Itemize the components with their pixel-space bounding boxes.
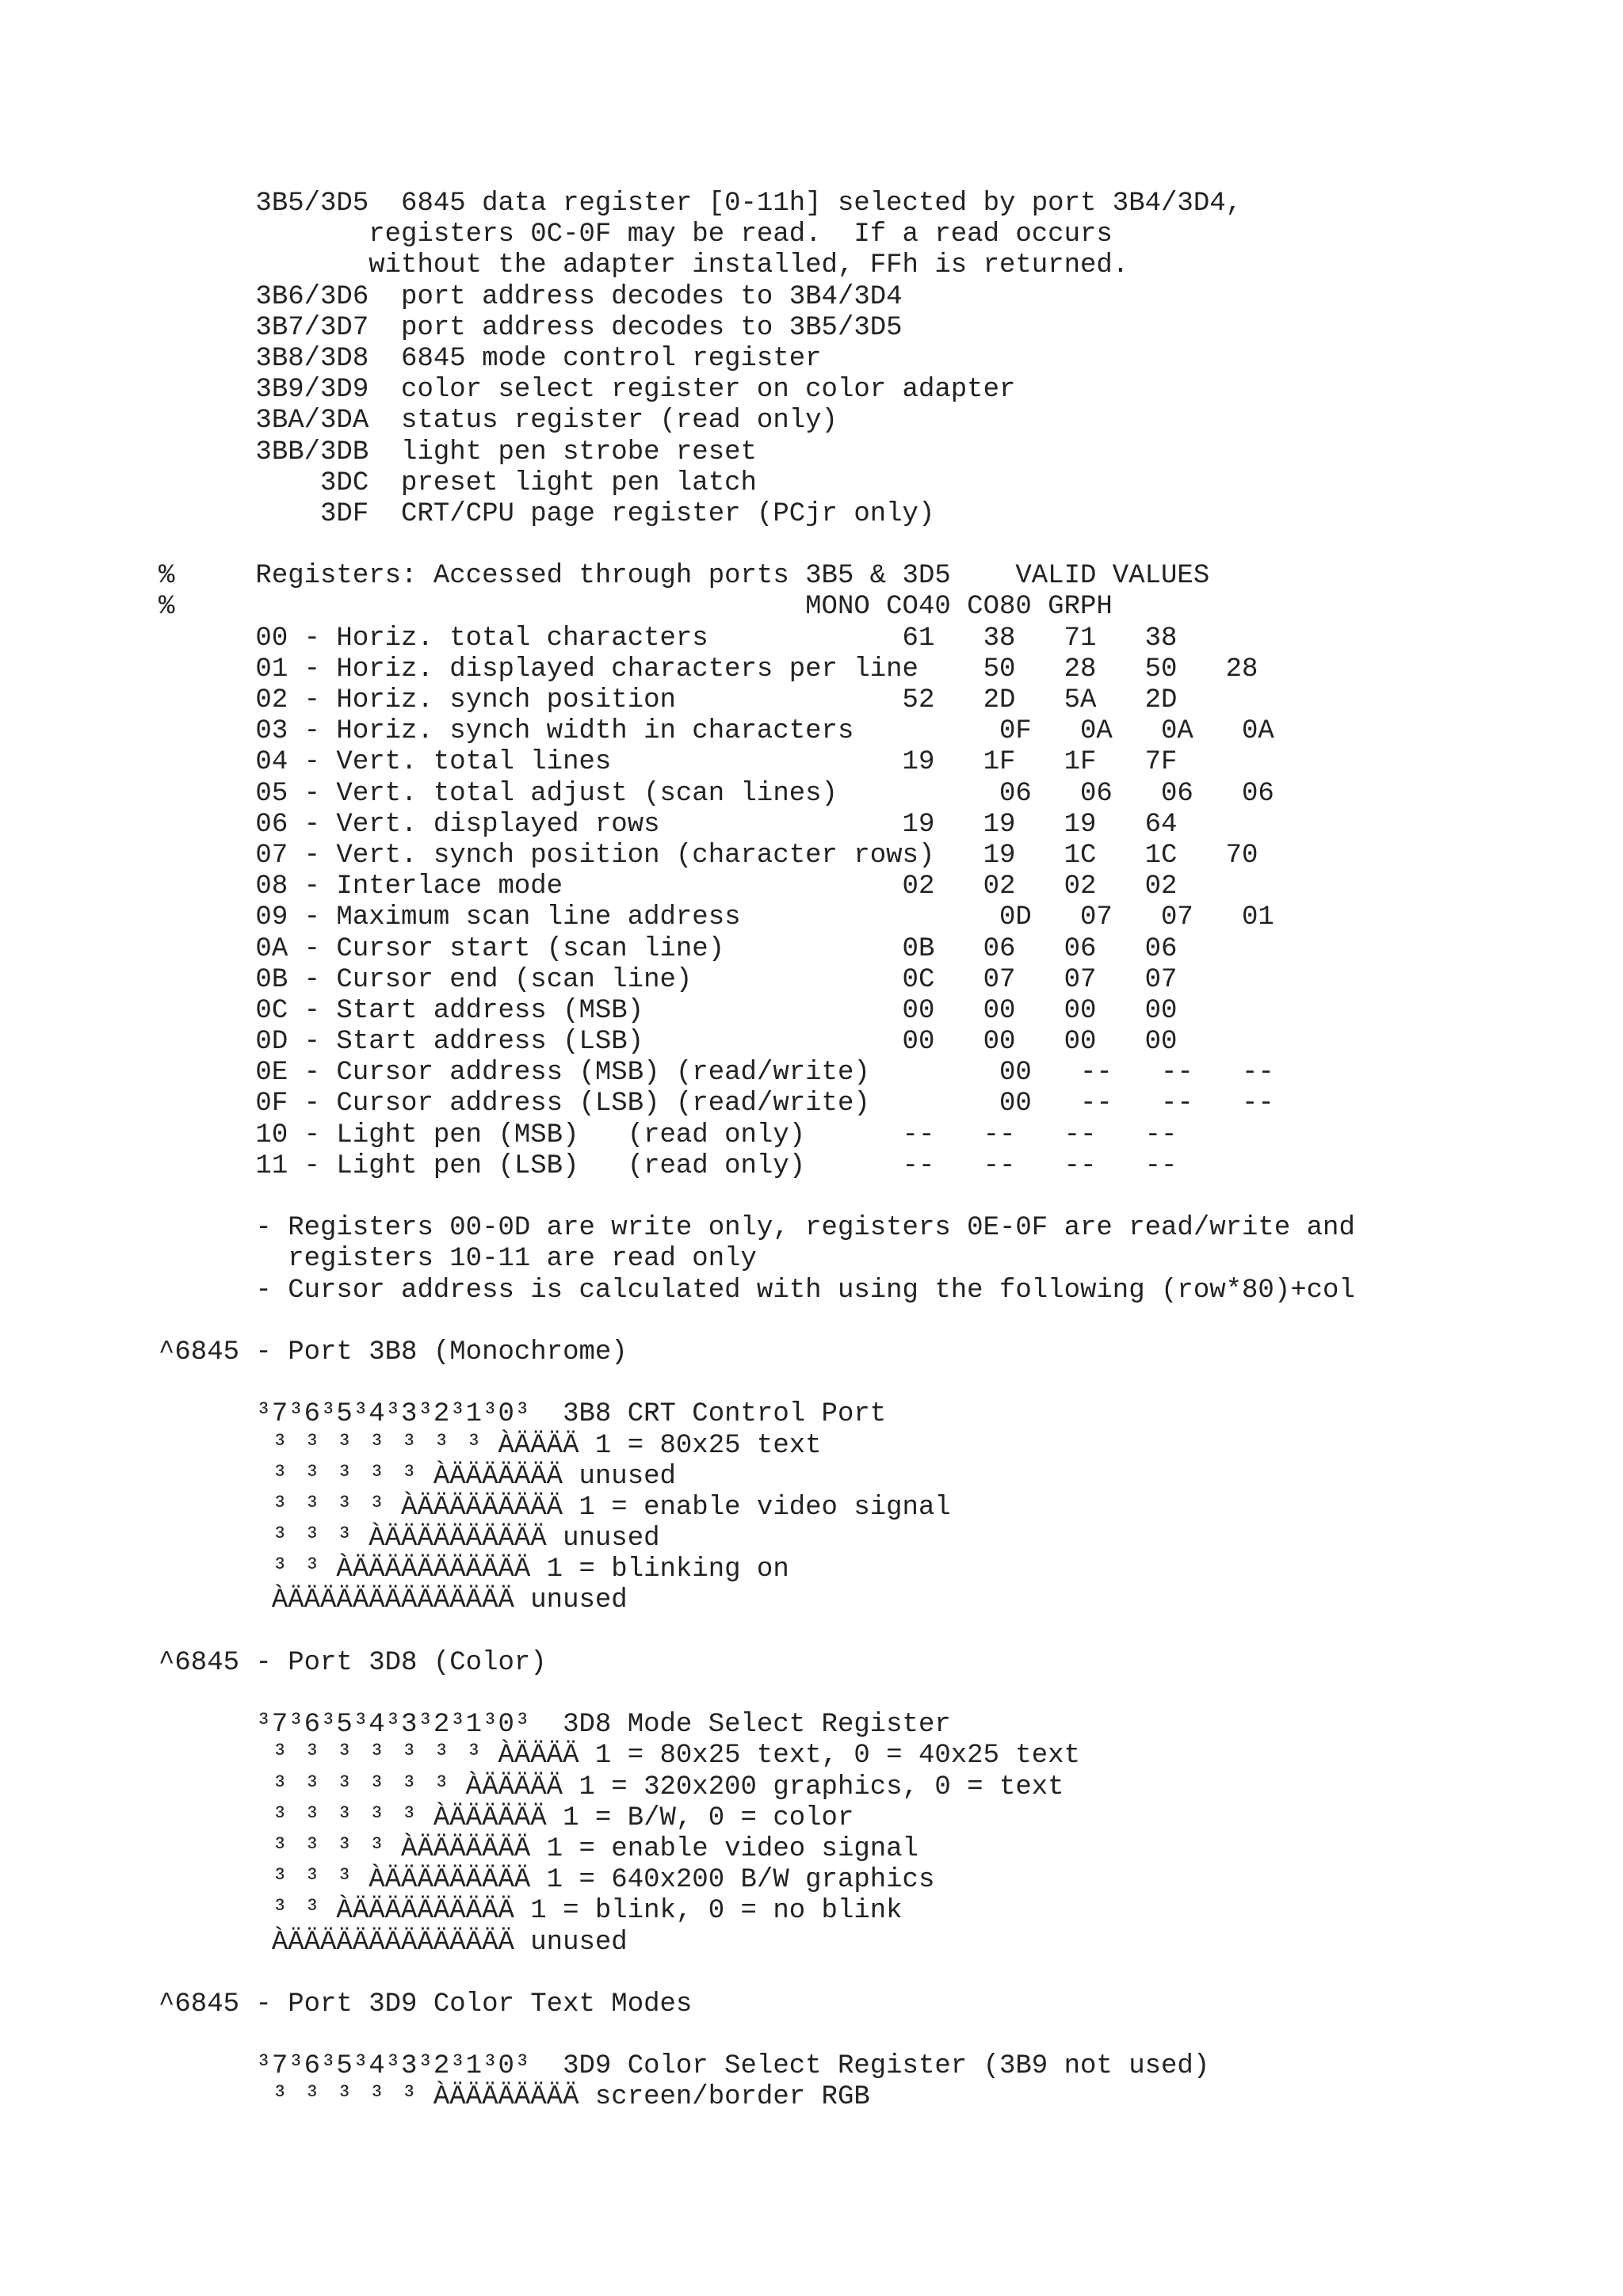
text-line bbox=[158, 1306, 1355, 1337]
text-line: ³7³6³5³4³3³2³1³0³ 3B8 CRT Control Port bbox=[158, 1399, 887, 1430]
text-line: 3B8/3D8 6845 mode control register bbox=[158, 343, 822, 374]
text-line: 05 - Vert. total adjust (scan lines) 06 06 06 06 bbox=[158, 778, 1274, 809]
text-line: ³ ³ ³ ³ ³ ÀÄÄÄÄÄÄÄÄ screen/border RGB bbox=[158, 2082, 870, 2113]
text-line: % Registers: Accessed through ports 3B5 & 3D5 VALID VALUES bbox=[158, 561, 1210, 592]
document-text bbox=[158, 189, 1355, 2114]
text-line bbox=[158, 1679, 1355, 1710]
text-line: 07 - Vert. synch position (character rows) 19 1C 1C 70 bbox=[158, 840, 1258, 871]
text-line: ³ ³ ³ ³ ÀÄÄÄÄÄÄÄ 1 = enable video signal bbox=[158, 1833, 918, 1864]
text-line: ÀÄÄÄÄÄÄÄÄÄÄÄÄÄÄ unused bbox=[158, 1585, 628, 1616]
text-line: 0A - Cursor start (scan line) 0B 06 06 06 bbox=[158, 933, 1178, 964]
text-line: 3B5/3D5 6845 data register [0-11h] selected by port 3B4/3D4, bbox=[158, 189, 1243, 219]
text-line: 0F - Cursor address (LSB) (read/write) 00 -- -- -- bbox=[158, 1089, 1274, 1119]
text-line: ³ ³ ÀÄÄÄÄÄÄÄÄÄÄ 1 = blink, 0 = no blink bbox=[158, 1896, 903, 1927]
text-line: 0E - Cursor address (MSB) (read/write) 00 -- -- -- bbox=[158, 1058, 1274, 1089]
text-line: ³ ³ ³ ÀÄÄÄÄÄÄÄÄÄ 1 = 640x200 B/W graphics bbox=[158, 1865, 935, 1896]
text-line: ^6845 - Port 3D9 Color Text Modes bbox=[158, 1989, 693, 2019]
text-line: ³ ³ ³ ³ ³ ³ ÀÄÄÄÄÄ 1 = 320x200 graphics, 0 = text bbox=[158, 1772, 1064, 1802]
text-line: ^6845 - Port 3B8 (Monochrome) bbox=[158, 1337, 628, 1367]
text-line: 3DC preset light pen latch bbox=[158, 467, 757, 498]
text-line: 08 - Interlace mode 02 02 02 02 bbox=[158, 871, 1178, 902]
text-line: ÀÄÄÄÄÄÄÄÄÄÄÄÄÄÄ unused bbox=[158, 1927, 628, 1958]
text-line: ³ ³ ³ ³ ³ ³ ³ ÀÄÄÄÄ 1 = 80x25 text bbox=[158, 1430, 822, 1461]
text-line: 03 - Horiz. synch width in characters 0F 0A 0A 0A bbox=[158, 716, 1274, 747]
text-line bbox=[158, 1617, 1355, 1648]
text-line: ³ ³ ³ ÀÄÄÄÄÄÄÄÄÄÄ unused bbox=[158, 1524, 660, 1554]
text-line: 04 - Vert. total lines 19 1F 1F 7F bbox=[158, 747, 1178, 778]
text-line: 02 - Horiz. synch position 52 2D 5A 2D bbox=[158, 685, 1178, 715]
text-line: - Registers 00-0D are write only, registers 0E-0F are read/write and bbox=[158, 1213, 1355, 1244]
text-line: ^6845 - Port 3D8 (Color) bbox=[158, 1647, 547, 1678]
text-line: ³ ³ ÀÄÄÄÄÄÄÄÄÄÄÄ 1 = blinking on bbox=[158, 1554, 789, 1585]
text-line: 3DF CRT/CPU page register (PCjr only) bbox=[158, 498, 935, 529]
text-line: 09 - Maximum scan line address 0D 07 07 01 bbox=[158, 902, 1274, 933]
text-line: 3BA/3DA status register (read only) bbox=[158, 406, 838, 437]
text-line: 0D - Start address (LSB) 00 00 00 00 bbox=[158, 1027, 1178, 1058]
text-line: registers 0C-0F may be read. If a read occurs bbox=[158, 219, 1113, 250]
text-line: ³ ³ ³ ³ ³ ³ ³ ÀÄÄÄÄ 1 = 80x25 text, 0 = 40x25 text bbox=[158, 1741, 1080, 1772]
text-line: 01 - Horiz. displayed characters per line 50 28 50 28 bbox=[158, 654, 1258, 685]
text-line bbox=[158, 530, 1355, 561]
text-line bbox=[158, 2020, 1355, 2051]
text-line bbox=[158, 1368, 1355, 1399]
text-line: - Cursor address is calculated with using the following (row*80)+col bbox=[158, 1275, 1355, 1306]
text-line: ³ ³ ³ ³ ÀÄÄÄÄÄÄÄÄÄ 1 = enable video signal bbox=[158, 1492, 951, 1523]
text-line: 00 - Horiz. total characters 61 38 71 38 bbox=[158, 623, 1178, 654]
text-line: % MONO CO40 CO80 GRPH bbox=[158, 592, 1113, 623]
text-line: 3B9/3D9 color select register on color adapter bbox=[158, 375, 1016, 406]
text-line: ³7³6³5³4³3³2³1³0³ 3D8 Mode Select Register bbox=[158, 1710, 951, 1741]
text-line: 0B - Cursor end (scan line) 0C 07 07 07 bbox=[158, 964, 1178, 995]
text-line: without the adapter installed, FFh is returned. bbox=[158, 250, 1129, 281]
text-line: ³ ³ ³ ³ ³ ÀÄÄÄÄÄÄ 1 = B/W, 0 = color bbox=[158, 1802, 854, 1833]
text-line: ³ ³ ³ ³ ³ ÀÄÄÄÄÄÄÄ unused bbox=[158, 1461, 676, 1492]
text-line: 10 - Light pen (MSB) (read only) -- -- -- -- bbox=[158, 1119, 1178, 1150]
text-line: ³7³6³5³4³3³2³1³0³ 3D9 Color Select Register (3B9 not used) bbox=[158, 2051, 1210, 2082]
text-line: 06 - Vert. displayed rows 19 19 19 64 bbox=[158, 809, 1178, 840]
text-line bbox=[158, 1958, 1355, 1989]
text-line: 3B7/3D7 port address decodes to 3B5/3D5 bbox=[158, 312, 903, 343]
text-line: 3B6/3D6 port address decodes to 3B4/3D4 bbox=[158, 281, 903, 312]
text-line bbox=[158, 1182, 1355, 1213]
text-line: 0C - Start address (MSB) 00 00 00 00 bbox=[158, 995, 1178, 1026]
text-line: 3BB/3DB light pen strobe reset bbox=[158, 437, 757, 467]
text-line: 11 - Light pen (LSB) (read only) -- -- -- -- bbox=[158, 1150, 1178, 1181]
text-line: registers 10-11 are read only bbox=[158, 1244, 757, 1275]
